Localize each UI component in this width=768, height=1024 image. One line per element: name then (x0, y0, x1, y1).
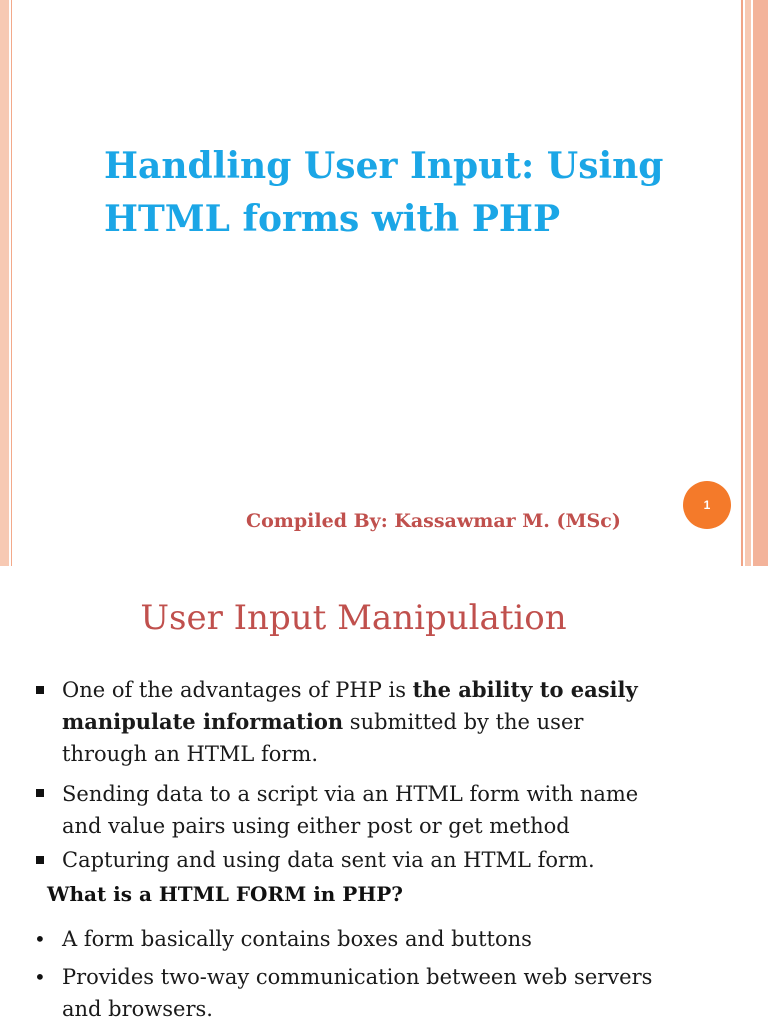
bullet-text: Sending data to a script via an HTML form with name (62, 782, 639, 806)
page-number-badge: 1 (683, 481, 731, 529)
slide-title (104, 140, 704, 246)
slide-border-left (0, 0, 9, 566)
bullet-text: One of the advantages of PHP is (62, 678, 413, 702)
bullet-text: through an HTML form. (62, 742, 319, 766)
square-bullet-icon (36, 686, 44, 694)
slide-border-right-band (745, 0, 751, 566)
bullet-emphasis: manipulate information (62, 709, 344, 734)
bullet-item (62, 674, 712, 770)
square-bullet-icon (36, 789, 44, 797)
slide-border-right-line (741, 0, 743, 566)
round-bullet-icon: • (34, 927, 46, 951)
section-question: What is a HTML FORM in PHP? (47, 882, 403, 906)
bullet-text: submitted by the user (343, 710, 584, 734)
slide-title-line-1: Handling User Input: Using (104, 145, 664, 187)
bullet-emphasis: the ability to easily (412, 677, 638, 702)
slide-border-left-line (11, 0, 12, 566)
bullet-text: and value pairs using either post or get method (62, 814, 570, 838)
sub-bullet-item (62, 961, 712, 1024)
square-bullet-icon (36, 856, 44, 864)
round-bullet-icon: • (34, 965, 46, 989)
sub-bullet-text: and browsers. (62, 997, 213, 1021)
sub-bullet-text: Provides two-way communication between web servers (62, 965, 653, 989)
content-slide (0, 566, 768, 1024)
bullet-item (62, 844, 712, 876)
slide-heading: User Input Manipulation (140, 598, 567, 638)
bullet-item (62, 778, 712, 842)
sub-bullet-item (62, 923, 712, 955)
bullet-text: Capturing and using data sent via an HTML form. (62, 848, 595, 872)
author-credit: Compiled By: Kassawmar M. (MSc) (246, 510, 621, 532)
sub-bullet-text: A form basically contains boxes and buttons (62, 927, 532, 951)
slide-title-line-2: HTML forms with PHP (104, 198, 561, 240)
slide-border-right-edge (753, 0, 768, 566)
